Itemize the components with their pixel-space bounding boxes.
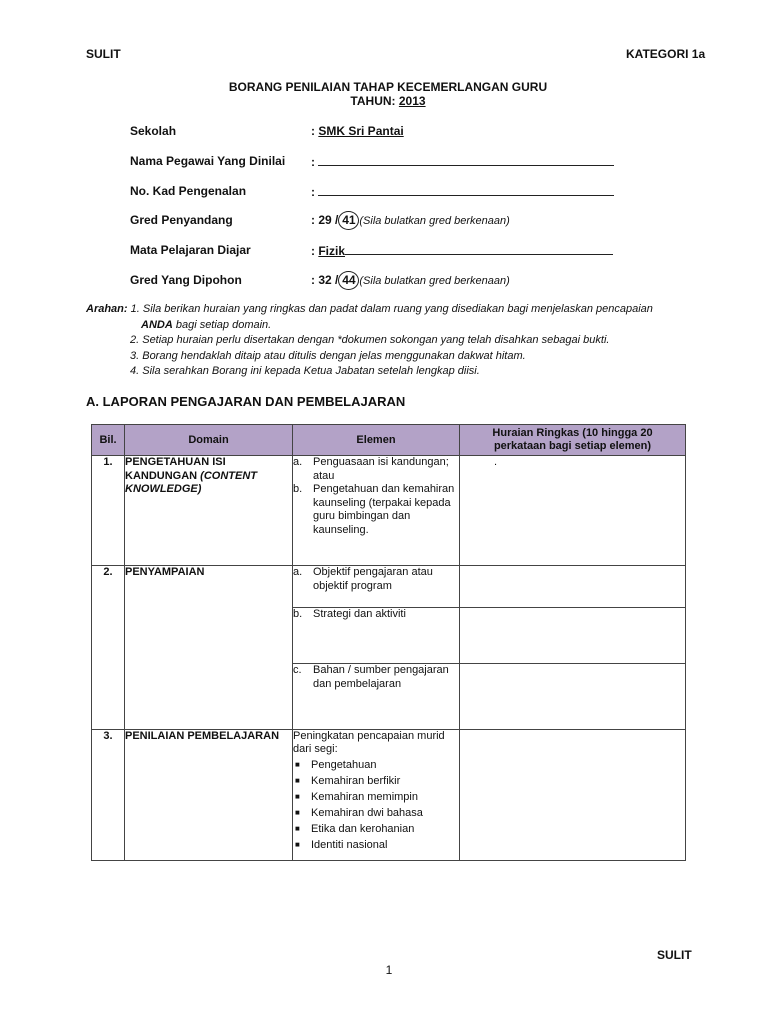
arahan-label: Arahan: xyxy=(86,303,128,315)
instruction-1-cont: bagi setiap domain. xyxy=(172,318,272,331)
row2-huraian-b-cell[interactable] xyxy=(460,608,686,664)
row2-huraian-a-cell[interactable] xyxy=(460,566,686,608)
row1-b-key: b. xyxy=(293,483,303,495)
row1-bil: 1. xyxy=(92,456,125,566)
field-nama-input[interactable]: : xyxy=(311,154,614,169)
field-gred-penyandang-value[interactable]: : 29 / 41 (Sila bulatkan gred berkenaan) xyxy=(311,211,510,230)
field-sekolah-label: Sekolah xyxy=(130,124,177,138)
row3-bil: 3. xyxy=(92,730,125,861)
field-kad-input[interactable]: : xyxy=(311,184,614,199)
row2-elemen-b-cell xyxy=(293,608,460,664)
instruction-1: 1. Sila berikan huraian yang ringkas dan padat dalam ruang yang disediakan bagi menjelaskan pencapaian xyxy=(130,303,653,315)
row2-a-key: a. xyxy=(293,566,303,578)
mata-pelajaran-line xyxy=(345,243,613,255)
header-huraian: Huraian Ringkas (10 hingga 20 perkataan bagi setiap elemen) xyxy=(460,425,686,456)
row3-bullet: Etika dan kerohanian xyxy=(311,823,415,835)
form-title: BORANG PENILAIAN TAHAP KECEMERLANGAN GURU xyxy=(228,80,548,94)
instructions xyxy=(86,302,706,380)
table-row xyxy=(92,730,686,861)
field-sekolah-value[interactable]: : SMK Sri Pantai xyxy=(311,124,404,138)
bullet-icon: ■ xyxy=(295,792,300,801)
row3-domain: PENILAIAN PEMBELAJARAN xyxy=(125,730,293,861)
field-gred-penyandang-label: Gred Penyandang xyxy=(130,213,233,227)
gred-option-41-circled[interactable]: 41 xyxy=(338,211,359,230)
instruction-4: 4. Sila serahkan Borang ini kepada Ketua Jabatan setelah lengkap diisi. xyxy=(130,365,480,377)
form-year xyxy=(0,94,768,108)
row1-elemen xyxy=(293,456,460,566)
row3-bullet: Kemahiran berfikir xyxy=(311,775,401,787)
row2-c-key: c. xyxy=(293,664,302,676)
table-row xyxy=(92,456,686,566)
row2-domain: PENYAMPAIAN xyxy=(125,566,293,730)
row1-huraian-cell[interactable]: . xyxy=(460,456,686,566)
instruction-1-anda: ANDA xyxy=(141,318,173,331)
row3-bullet: Kemahiran dwi bahasa xyxy=(311,807,423,819)
header-kategori: KATEGORI 1a xyxy=(626,47,706,61)
field-kad-label: No. Kad Pengenalan xyxy=(130,184,247,198)
bullet-icon: ■ xyxy=(295,824,300,833)
row2-bil: 2. xyxy=(92,566,125,730)
row3-bullet: Kemahiran memimpin xyxy=(311,791,418,803)
row2-elemen-b: Strategi dan aktiviti xyxy=(313,608,406,620)
page-number: 1 xyxy=(385,963,393,977)
section-a-title: A. LAPORAN PENGAJARAN DAN PEMBELAJARAN xyxy=(86,394,406,409)
nama-line xyxy=(318,154,614,166)
row1-elemen-a: Penguasaan isi kandungan; atau xyxy=(313,456,449,482)
footer-sulit: SULIT xyxy=(657,948,692,962)
row2-elemen-a: Objektif pengajaran atau objektif program xyxy=(313,566,433,592)
header-elemen: Elemen xyxy=(293,425,460,456)
gred-option-32[interactable]: 32 xyxy=(318,273,332,287)
row2-elemen-a-cell xyxy=(293,566,460,608)
row3-huraian-cell[interactable] xyxy=(460,730,686,861)
row2-elemen-c: Bahan / sumber pengajaran dan pembelajaran xyxy=(313,664,449,690)
table-header-row xyxy=(92,425,686,456)
row1-elemen-b: Pengetahuan dan kemahiran kaunseling (terpakai kepada guru bimbingan dan kaunseling. xyxy=(313,483,455,536)
gred-dipohon-note: (Sila bulatkan gred berkenaan) xyxy=(359,275,510,287)
mata-pelajaran-value: Fizik xyxy=(318,244,346,258)
field-gred-dipohon-label: Gred Yang Dipohon xyxy=(130,273,242,287)
row1-domain-text: PENGETAHUAN ISI KANDUNGAN xyxy=(125,456,226,482)
row2-elemen-c-cell xyxy=(293,664,460,730)
sekolah-value: SMK Sri Pantai xyxy=(318,124,404,138)
row3-intro: Peningkatan pencapaian murid dari segi: xyxy=(293,730,445,755)
row2-huraian-c-cell[interactable] xyxy=(460,664,686,730)
year-value: 2013 xyxy=(398,94,426,108)
instruction-2: 2. Setiap huraian perlu disertakan dengan *dokumen sokongan yang telah disahkan sebagai bukti. xyxy=(130,334,610,346)
row3-bullet: Pengetahuan xyxy=(311,759,377,771)
table-row xyxy=(92,566,686,608)
kad-line xyxy=(318,184,614,196)
row3-elemen xyxy=(293,730,460,861)
bullet-icon: ■ xyxy=(295,776,300,785)
laporan-table xyxy=(91,424,686,861)
row1-domain xyxy=(125,456,293,566)
gred-option-29[interactable]: 29 xyxy=(318,213,332,227)
gred-option-44-circled[interactable]: 44 xyxy=(338,271,359,290)
row2-b-key: b. xyxy=(293,608,303,620)
row3-bullet: Identiti nasional xyxy=(311,839,388,851)
header-bil: Bil. xyxy=(92,425,125,456)
row1-domain-italic: (CONTENT KNOWLEDGE) xyxy=(125,469,257,495)
bullet-icon: ■ xyxy=(295,840,300,849)
field-mata-pelajaran-value[interactable]: : Fizik xyxy=(311,243,613,258)
bullet-icon: ■ xyxy=(295,760,300,769)
field-gred-dipohon-value[interactable]: : 32 / 44 (Sila bulatkan gred berkenaan) xyxy=(311,271,510,290)
year-label: TAHUN: xyxy=(350,94,396,108)
gred-penyandang-note: (Sila bulatkan gred berkenaan) xyxy=(359,215,510,227)
bullet-icon: ■ xyxy=(295,808,300,817)
row1-a-key: a. xyxy=(293,456,303,468)
instruction-3: 3. Borang hendaklah ditaip atau ditulis dengan jelas menggunakan dakwat hitam. xyxy=(130,349,526,362)
header-sulit: SULIT xyxy=(86,47,121,61)
field-mata-pelajaran-label: Mata Pelajaran Diajar xyxy=(130,243,251,257)
header-domain: Domain xyxy=(125,425,293,456)
field-nama-label: Nama Pegawai Yang Dinilai xyxy=(130,154,286,168)
